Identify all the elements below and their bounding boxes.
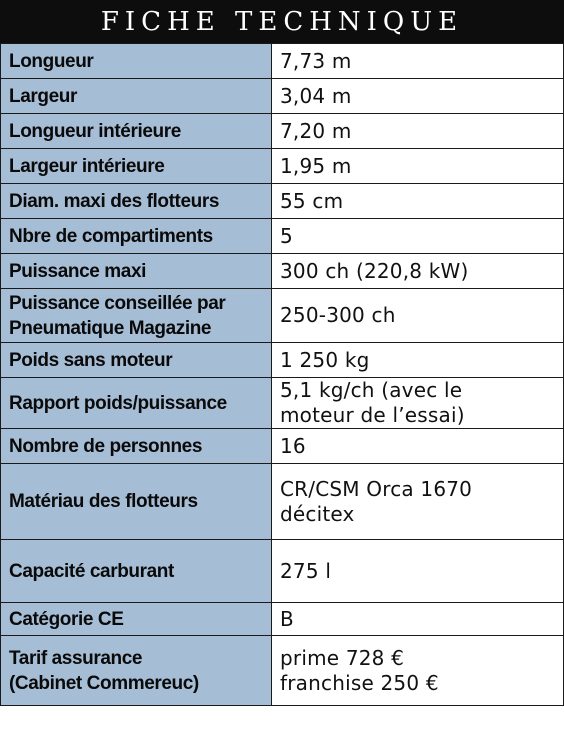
spec-label-line: Tarif assurance <box>9 647 143 669</box>
spec-value <box>272 149 564 184</box>
spec-label <box>1 540 272 603</box>
spec-label <box>1 343 272 378</box>
spec-value-line: CR/CSM Orca 1670 <box>280 476 473 501</box>
spec-label <box>1 429 272 464</box>
spec-table-body <box>1 44 564 706</box>
spec-value <box>272 114 564 149</box>
spec-label-line: Nombre de personnes <box>9 435 203 457</box>
table-row <box>1 149 564 184</box>
spec-value-line: 7,73 m <box>280 48 352 73</box>
spec-label <box>1 289 272 343</box>
spec-table <box>0 43 564 706</box>
spec-label <box>1 219 272 254</box>
spec-value-line: 250-300 ch <box>280 303 396 327</box>
spec-value <box>272 219 564 254</box>
spec-label <box>1 254 272 289</box>
spec-label-line: Longueur intérieure <box>9 120 181 142</box>
spec-value-line: B <box>280 606 294 631</box>
spec-value <box>272 254 564 289</box>
table-row <box>1 540 564 603</box>
table-row <box>1 79 564 114</box>
spec-value-line: 5 <box>280 223 293 248</box>
spec-sheet-title: FICHE TECHNIQUE <box>0 0 564 43</box>
spec-label-line: Capacité carburant <box>9 560 174 582</box>
spec-value-line: 16 <box>280 433 306 458</box>
spec-label <box>1 44 272 79</box>
spec-label <box>1 149 272 184</box>
spec-value <box>272 184 564 219</box>
spec-label-line: Largeur <box>9 85 77 107</box>
spec-label <box>1 79 272 114</box>
spec-value-line: prime 728 € <box>280 645 405 670</box>
table-row <box>1 114 564 149</box>
spec-label-line: Pneumatique Magazine <box>9 317 212 339</box>
table-row <box>1 184 564 219</box>
table-row <box>1 289 564 343</box>
spec-label-line: Puissance conseillée par <box>9 292 226 314</box>
spec-label-line: Diam. maxi des flotteurs <box>9 190 220 212</box>
spec-label <box>1 464 272 540</box>
spec-label <box>1 184 272 219</box>
spec-value <box>272 603 564 636</box>
spec-value <box>272 636 564 706</box>
spec-value-line: 3,04 m <box>280 83 352 108</box>
spec-value-line: 275 l <box>280 558 332 583</box>
spec-label-line: Poids sans moteur <box>9 349 173 371</box>
spec-value <box>272 464 564 540</box>
spec-label <box>1 378 272 429</box>
spec-value-line: franchise 250 € <box>280 670 439 695</box>
spec-value-line: 1 250 kg <box>280 347 370 372</box>
spec-value-line: 5,1 kg/ch (avec le <box>280 378 463 402</box>
spec-value <box>272 343 564 378</box>
spec-value <box>272 429 564 464</box>
spec-label-line: Catégorie CE <box>9 608 124 630</box>
table-row <box>1 343 564 378</box>
table-row <box>1 44 564 79</box>
table-row <box>1 603 564 636</box>
table-row <box>1 464 564 540</box>
spec-value-line: 1,95 m <box>280 153 352 178</box>
table-row <box>1 636 564 706</box>
spec-value-line: décitex <box>280 501 355 526</box>
spec-label-line: Rapport poids/puissance <box>9 392 227 414</box>
spec-value <box>272 540 564 603</box>
spec-label <box>1 114 272 149</box>
spec-label-line: Matériau des flotteurs <box>9 491 198 512</box>
spec-label <box>1 603 272 636</box>
spec-label-line: Largeur intérieure <box>9 155 165 177</box>
spec-value-line: moteur de l’essai) <box>280 403 465 427</box>
spec-value-line: 300 ch (220,8 kW) <box>280 258 469 283</box>
spec-label-line: (Cabinet Commereuc) <box>9 672 199 694</box>
table-row <box>1 378 564 429</box>
spec-value <box>272 79 564 114</box>
spec-value <box>272 378 564 429</box>
spec-value <box>272 44 564 79</box>
spec-label-line: Puissance maxi <box>9 260 146 282</box>
spec-value <box>272 289 564 343</box>
table-row <box>1 429 564 464</box>
spec-value-line: 55 cm <box>280 188 344 213</box>
spec-value-line: 7,20 m <box>280 118 352 143</box>
spec-label <box>1 636 272 706</box>
spec-label-line: Nbre de compartiments <box>9 225 213 247</box>
spec-label-line: Longueur <box>9 50 94 72</box>
table-row <box>1 219 564 254</box>
table-row <box>1 254 564 289</box>
